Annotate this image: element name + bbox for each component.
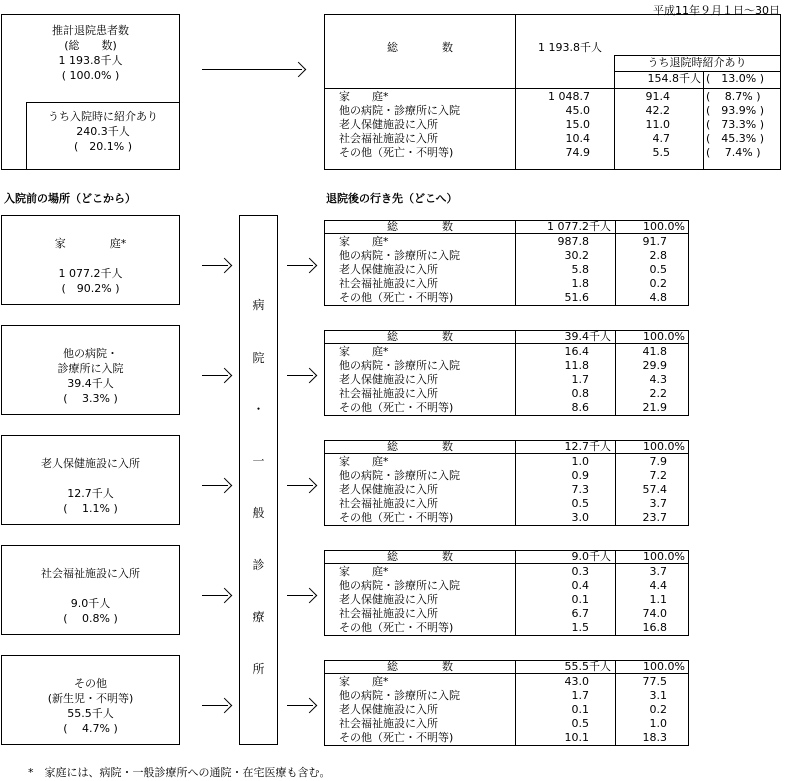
destination-row-label: その他（死亡・不明等): [339, 291, 454, 304]
destination-row-value: 0.5: [571, 497, 589, 510]
outflow-arrow: [287, 479, 315, 491]
origin-value: 12.7千人: [67, 487, 114, 500]
center-label-char: 診: [252, 558, 265, 572]
destination-row-pct: 2.8: [649, 249, 667, 262]
destination-row-value: 987.8: [557, 235, 589, 248]
summary-row-label: 老人保健施設に入所: [339, 118, 438, 131]
summary-row-label: 社会福祉施設に入所: [339, 132, 438, 145]
destination-row-label: 老人保健施設に入所: [339, 593, 438, 606]
destination-total-value: 1 077.2千人: [547, 220, 611, 233]
total-patients-text: [2, 23, 179, 83]
destination-table: [324, 220, 689, 306]
total-patients-subtitle: (総 数): [64, 39, 117, 52]
origin-value: 1 077.2千人: [58, 267, 123, 280]
destination-row-label: 社会福祉施設に入所: [339, 497, 438, 510]
destination-row-value: 1.0: [571, 455, 589, 468]
summary-row-label: その他（死亡・不明等): [339, 146, 454, 159]
center-label-char: 病: [252, 298, 265, 312]
origin-pct: ( 0.8% ): [63, 612, 118, 625]
destination-row-label: その他（死亡・不明等): [339, 621, 454, 634]
origin-line: (新生児・不明等): [47, 692, 134, 705]
origin-pct: ( 90.2% ): [61, 282, 120, 295]
destination-row-value: 0.3: [571, 565, 589, 578]
destination-total-pct: 100.0%: [643, 220, 685, 233]
destination-row-pct: 2.2: [649, 387, 667, 400]
destination-row-value: 7.3: [571, 483, 589, 496]
destination-total-pct: 100.0%: [643, 330, 685, 343]
destination-row-value: 11.8: [564, 359, 589, 372]
destination-row-pct: 1.1: [649, 593, 667, 606]
discharge-referral-label: うち退院時紹介あり: [647, 56, 747, 69]
outflow-arrow: [287, 369, 315, 381]
destination-row-pct: 57.4: [642, 483, 667, 496]
destination-row-pct: 18.3: [642, 731, 667, 744]
destination-row-label: 社会福祉施設に入所: [339, 387, 438, 400]
center-label-char: 般: [252, 506, 265, 520]
center-label-char: 院: [252, 351, 265, 365]
origin-line: 老人保健施設に入所: [41, 457, 140, 470]
destination-total-label: 総 数: [387, 660, 453, 673]
destination-row-pct: 4.8: [649, 291, 667, 304]
destination-row-label: 老人保健施設に入所: [339, 373, 438, 386]
summary-row-value: 45.0: [565, 104, 590, 117]
destination-total-label: 総 数: [387, 440, 453, 453]
destination-row-value: 0.5: [571, 717, 589, 730]
destination-row-value: 6.7: [571, 607, 589, 620]
destination-row-value: 0.1: [571, 593, 589, 606]
destination-row-value: 10.1: [564, 731, 589, 744]
destination-row-pct: 1.0: [649, 717, 667, 730]
destination-row-label: その他（死亡・不明等): [339, 511, 454, 524]
destination-row-pct: 0.2: [649, 277, 667, 290]
summary-row-referral: 42.2: [645, 104, 670, 117]
destination-row-label: その他（死亡・不明等): [339, 401, 454, 414]
origin-line: 診療所に入院: [57, 362, 124, 375]
destination-row-label: 家 庭*: [339, 565, 389, 578]
destination-row-pct: 0.2: [649, 703, 667, 716]
destination-row-value: 0.1: [571, 703, 589, 716]
destination-table: [324, 660, 689, 746]
origin-box: [1, 435, 180, 525]
destination-row-label: 他の病院・診療所に入院: [339, 469, 460, 482]
destination-row-label: 他の病院・診療所に入院: [339, 249, 460, 262]
inflow-arrow: [202, 479, 230, 491]
destination-row-value: 16.4: [564, 345, 589, 358]
inflow-arrow: [202, 699, 230, 711]
origin-box: [1, 215, 180, 305]
destination-row-value: 0.9: [571, 469, 589, 482]
destination-table: [324, 550, 689, 636]
destination-row-pct: 4.3: [649, 373, 667, 386]
inflow-arrow: [202, 589, 230, 601]
destination-row-pct: 3.7: [649, 565, 667, 578]
destination-row-value: 1.8: [571, 277, 589, 290]
origin-pct: ( 4.7% ): [63, 722, 118, 735]
destination-row-value: 1.5: [571, 621, 589, 634]
summary-row-pct: ( 7.4% ): [706, 146, 761, 159]
origin-box: [1, 325, 180, 415]
period-label: 平成11年９月１日～30日: [653, 4, 780, 17]
outflow-arrow: [287, 259, 315, 271]
heading-after: 退院後の行き先（どこへ）: [326, 192, 458, 205]
destination-total-pct: 100.0%: [643, 440, 685, 453]
admission-referral-pct: ( 20.1% ): [73, 140, 133, 153]
destination-row-pct: 21.9: [642, 401, 667, 414]
summary-row-pct: ( 93.9% ): [706, 104, 765, 117]
destination-row-label: 家 庭*: [339, 235, 389, 248]
outflow-arrow: [287, 699, 315, 711]
destination-row-pct: 29.9: [642, 359, 667, 372]
destination-row-value: 51.6: [564, 291, 589, 304]
total-patients-box: [1, 14, 180, 170]
destination-row-label: その他（死亡・不明等): [339, 731, 454, 744]
origin-line: 社会福祉施設に入所: [41, 567, 140, 580]
destination-row-pct: 16.8: [642, 621, 667, 634]
destination-total-value: 12.7千人: [564, 440, 611, 453]
destination-row-pct: 41.8: [642, 345, 667, 358]
center-label-char: 所: [252, 662, 265, 676]
origin-line: [2, 471, 179, 486]
destination-total-label: 総 数: [387, 330, 453, 343]
destination-row-value: 8.6: [571, 401, 589, 414]
summary-row-value: 74.9: [565, 146, 590, 159]
destination-row-pct: 3.7: [649, 497, 667, 510]
origin-value: 9.0千人: [70, 597, 111, 610]
inflow-arrow: [202, 259, 230, 271]
summary-row-referral: 5.5: [652, 146, 670, 159]
destination-row-pct: 0.5: [649, 263, 667, 276]
footnote: * 家庭には、病院・一般診療所への通院・在宅医療も含む。: [28, 766, 331, 779]
destination-total-pct: 100.0%: [643, 660, 685, 673]
center-label-char: ・: [252, 402, 265, 416]
summary-row-label: 他の病院・診療所に入院: [339, 104, 460, 117]
summary-row-label: 家 庭*: [339, 90, 389, 103]
destination-row-label: 老人保健施設に入所: [339, 263, 438, 276]
destination-row-pct: 77.5: [642, 675, 667, 688]
destination-row-label: 老人保健施設に入所: [339, 483, 438, 496]
summary-row-value: 1 048.7: [548, 90, 590, 103]
discharge-referral-pct: ( 13.0% ): [706, 72, 765, 85]
origin-value: 39.4千人: [67, 377, 114, 390]
discharge-summary-table: [324, 14, 781, 170]
center-label-char: 一: [252, 454, 265, 468]
heading-before: 入院前の場所（どこから）: [4, 192, 136, 205]
destination-row-pct: 23.7: [642, 511, 667, 524]
total-patients-value: 1 193.8千人: [58, 54, 123, 67]
total-patients-title: 推計退院患者数: [52, 24, 129, 37]
destination-total-value: 55.5千人: [564, 660, 611, 673]
destination-row-pct: 4.4: [649, 579, 667, 592]
destination-row-value: 1.7: [571, 373, 589, 386]
admission-referral-box: [26, 102, 180, 170]
top-arrow: [202, 63, 304, 75]
destination-table: [324, 440, 689, 526]
origin-line: [2, 581, 179, 596]
destination-total-value: 9.0千人: [571, 550, 611, 563]
admission-referral-value: 240.3千人: [76, 125, 130, 138]
destination-row-label: 社会福祉施設に入所: [339, 607, 438, 620]
destination-row-value: 5.8: [571, 263, 589, 276]
summary-row-referral: 91.4: [645, 90, 670, 103]
destination-row-label: 家 庭*: [339, 455, 389, 468]
destination-table: [324, 330, 689, 416]
origin-line: 家 庭*: [54, 237, 127, 250]
admission-referral-label: うち入院時に紹介あり: [48, 110, 158, 123]
destination-row-label: 社会福祉施設に入所: [339, 277, 438, 290]
origin-line: [2, 251, 179, 266]
origin-box: [1, 655, 180, 745]
destination-row-label: 他の病院・診療所に入院: [339, 579, 460, 592]
origin-pct: ( 1.1% ): [63, 502, 118, 515]
summary-row-pct: ( 45.3% ): [706, 132, 765, 145]
destination-row-label: 他の病院・診療所に入院: [339, 689, 460, 702]
discharge-referral-value: 154.8千人: [647, 72, 701, 85]
destination-row-value: 30.2: [564, 249, 589, 262]
summary-row-value: 10.4: [565, 132, 590, 145]
inflow-arrow: [202, 369, 230, 381]
origin-line: その他: [74, 677, 107, 690]
destination-row-pct: 3.1: [649, 689, 667, 702]
summary-row-pct: ( 73.3% ): [706, 118, 765, 131]
summary-row-referral: 11.0: [645, 118, 670, 131]
center-label-char: 療: [252, 610, 265, 624]
summary-total-value: 1 193.8千人: [538, 41, 602, 54]
summary-row-pct: ( 8.7% ): [706, 90, 761, 103]
summary-total-label: 総 数: [387, 41, 453, 54]
destination-row-label: 他の病院・診療所に入院: [339, 359, 460, 372]
outflow-arrow: [287, 589, 315, 601]
origin-value: 55.5千人: [67, 707, 114, 720]
destination-row-label: 社会福祉施設に入所: [339, 717, 438, 730]
destination-row-pct: 91.7: [642, 235, 667, 248]
destination-row-pct: 74.0: [642, 607, 667, 620]
origin-pct: ( 3.3% ): [63, 392, 118, 405]
origin-box: [1, 545, 180, 635]
destination-row-value: 0.4: [571, 579, 589, 592]
hospital-clinic-box: [239, 215, 278, 745]
destination-total-label: 総 数: [387, 220, 453, 233]
destination-total-pct: 100.0%: [643, 550, 685, 563]
summary-row-referral: 4.7: [652, 132, 670, 145]
origin-line: 他の病院・: [63, 347, 118, 360]
destination-row-pct: 7.9: [649, 455, 667, 468]
destination-row-value: 1.7: [571, 689, 589, 702]
destination-row-label: 家 庭*: [339, 675, 389, 688]
destination-total-value: 39.4千人: [564, 330, 611, 343]
summary-row-value: 15.0: [565, 118, 590, 131]
total-patients-pct: ( 100.0% ): [61, 69, 120, 82]
destination-row-pct: 7.2: [649, 469, 667, 482]
destination-row-label: 家 庭*: [339, 345, 389, 358]
destination-total-label: 総 数: [387, 550, 453, 563]
destination-row-value: 3.0: [571, 511, 589, 524]
destination-row-value: 0.8: [571, 387, 589, 400]
destination-row-label: 老人保健施設に入所: [339, 703, 438, 716]
destination-row-value: 43.0: [564, 675, 589, 688]
